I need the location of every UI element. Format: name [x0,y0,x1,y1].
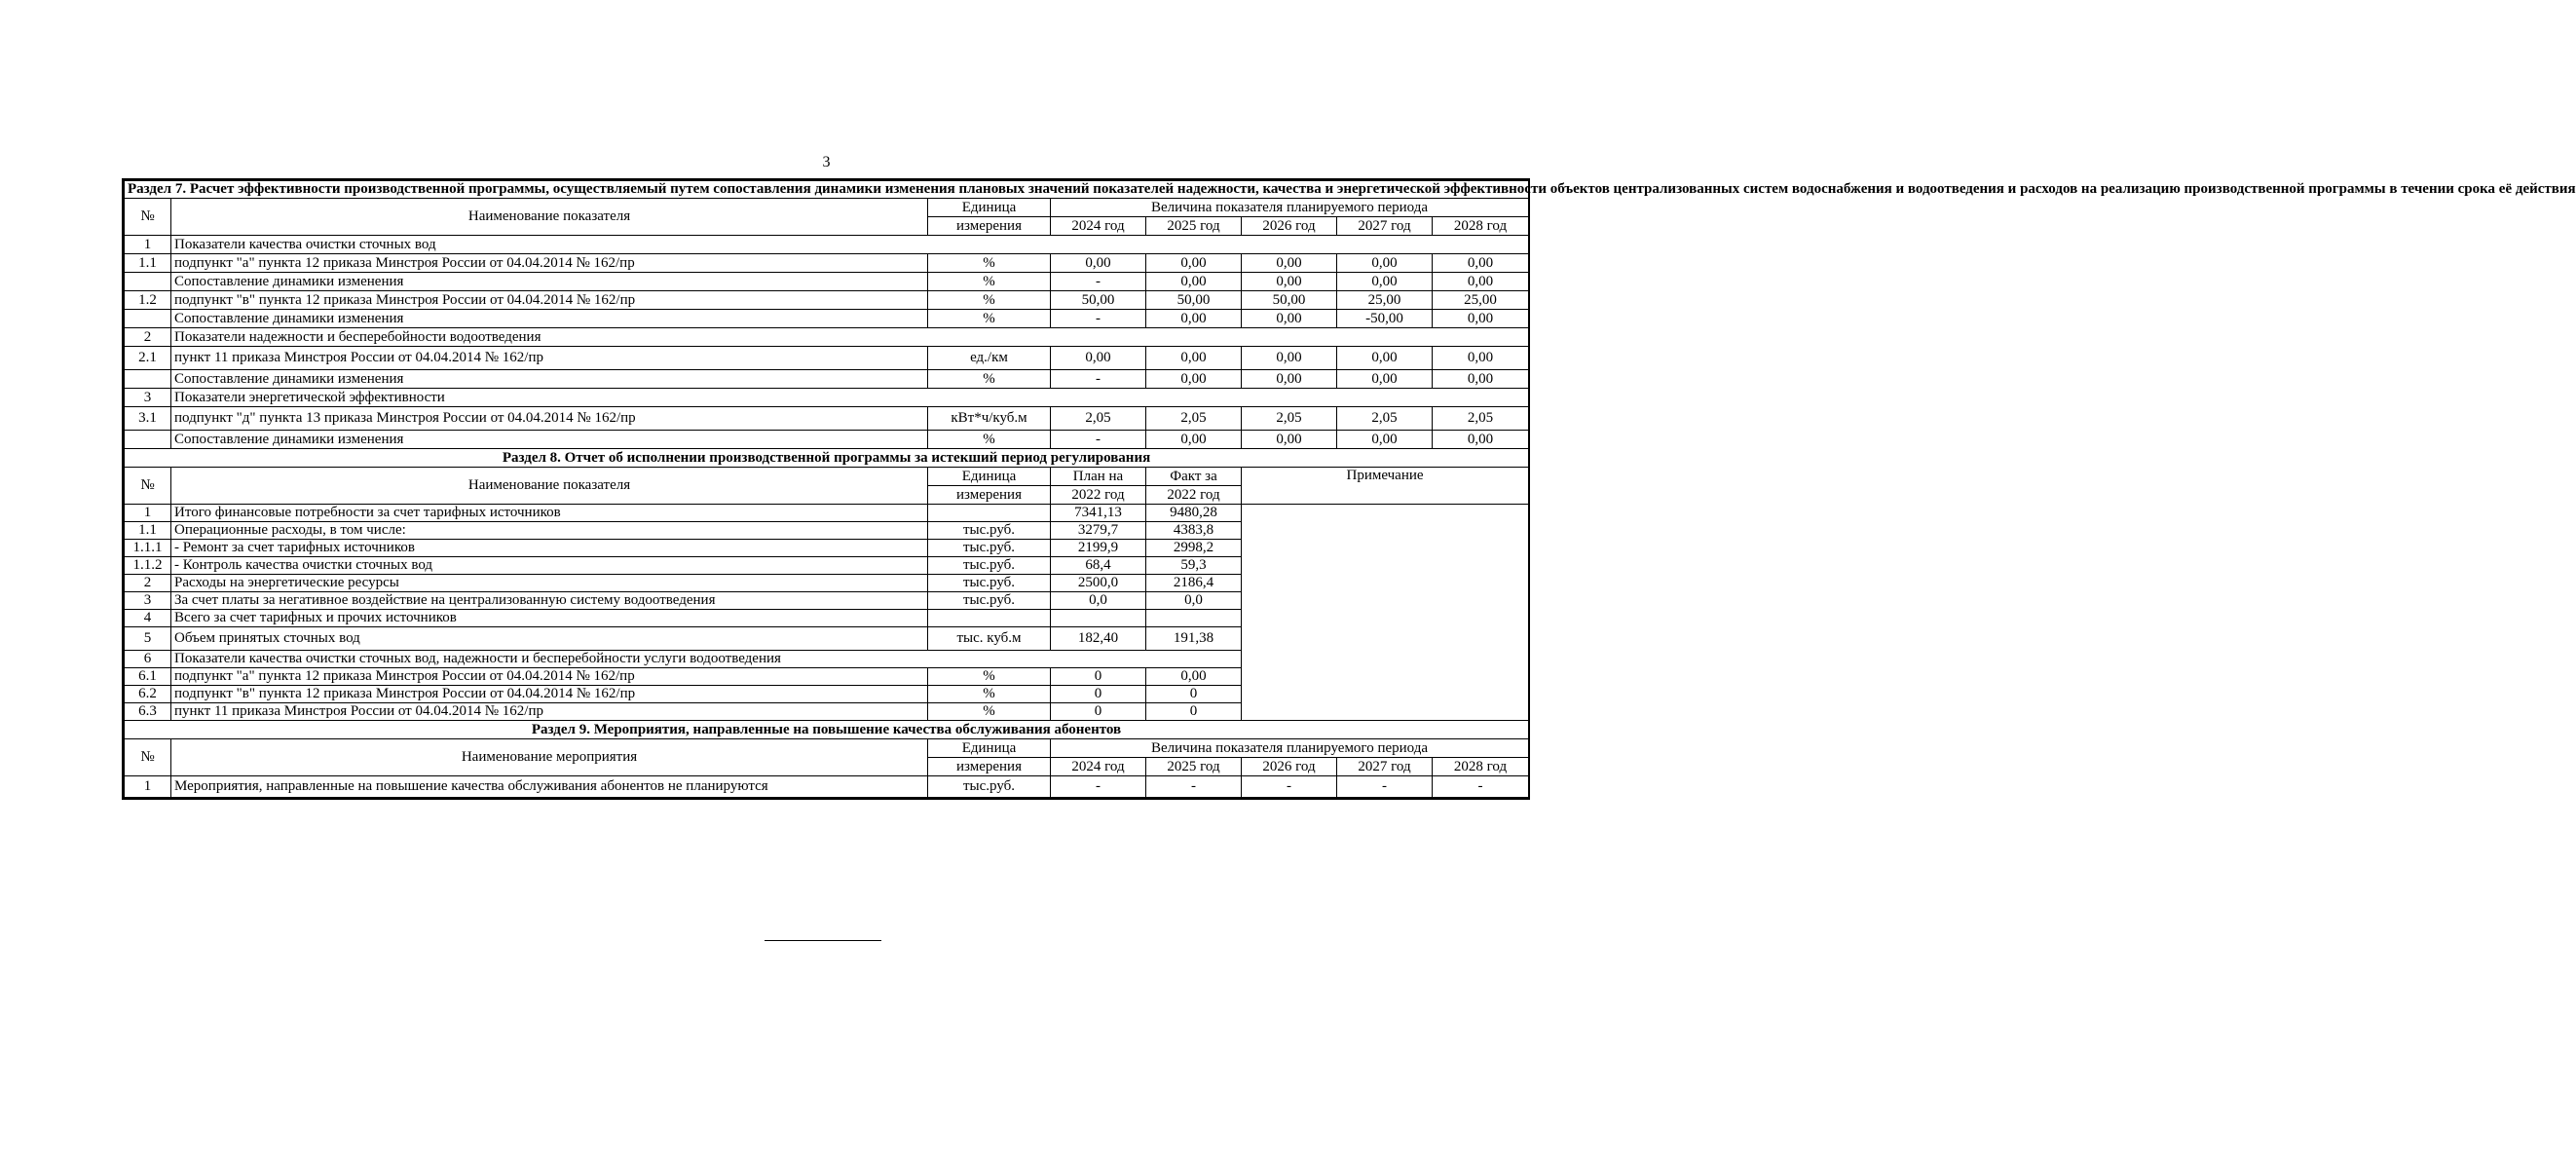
value-cell: 0,00 [1242,273,1337,291]
row-number [125,370,171,389]
year-header: 2028 год [1433,758,1529,776]
indicator-name: пункт 11 приказа Минстроя России от 04.04.2014 № 162/пр [171,703,928,721]
value-cell: 2,05 [1337,407,1433,431]
year-header: 2025 год [1146,758,1242,776]
fact-value: 4383,8 [1146,522,1242,540]
value-cell: 2,05 [1242,407,1337,431]
plan-value: 0 [1051,686,1146,703]
indicator-name: Объем принятых сточных вод [171,627,928,651]
value-cell: 0,00 [1242,431,1337,449]
value-cell: 0,00 [1242,370,1337,389]
unit-cell: кВт*ч/куб.м [928,407,1051,431]
row-number [125,273,171,291]
indicator-name: пункт 11 приказа Минстроя России от 04.04.2014 № 162/пр [171,347,928,370]
period-header: Величина показателя планируемого периода [1051,739,1529,758]
plan-year: 2022 год [1051,486,1146,505]
value-cell: 50,00 [1146,291,1242,310]
value-cell: 2,05 [1433,407,1529,431]
row-number [125,310,171,328]
value-cell: 50,00 [1242,291,1337,310]
section7-title: Раздел 7. Расчет эффективности производственной программы, осуществляемый путем сопоставления динамики изменения плановых значений показателей надежности, качества и энергетической эффективности объектов централизованных систем водоснабжения и водоотведения и расходов на реализацию производственной программы в течении срока её действия [125,181,1529,199]
section8-title-row [125,449,1529,468]
value-cell: 0,00 [1433,273,1529,291]
value-cell: 0,00 [1146,310,1242,328]
document-table [122,178,2576,800]
unit-cell: % [928,273,1051,291]
value-cell: - [1337,776,1433,798]
col-unit-header-2: измерения [928,758,1051,776]
table-row [125,236,1529,254]
table-row [125,370,1529,389]
table-row [125,389,1529,407]
indicator-name: подпункт "а" пункта 12 приказа Минстроя России от 04.04.2014 № 162/пр [171,254,928,273]
unit-cell [928,610,1051,627]
year-header: 2027 год [1337,758,1433,776]
section9-header-row [125,739,1529,758]
indicator-name: - Ремонт за счет тарифных источников [171,540,928,557]
value-cell: 25,00 [1337,291,1433,310]
main-table [124,180,2576,798]
table-row [125,254,1529,273]
col-no-header: № [125,199,171,236]
section9-title: Раздел 9. Мероприятия, направленные на повышение качества обслуживания абонентов [125,721,1529,739]
col-unit-header: Единица [928,199,1051,217]
end-rule [765,940,881,941]
value-cell: 50,00 [1051,291,1146,310]
col-no-header: № [125,739,171,776]
value-cell: 0,00 [1242,347,1337,370]
value-cell: 0,00 [1051,347,1146,370]
row-number: 3 [125,389,171,407]
table-row [125,776,1529,798]
table-row [125,431,1529,449]
value-cell: 0,00 [1433,431,1529,449]
col-name-header: Наименование показателя [171,199,928,236]
value-cell: 0,00 [1146,370,1242,389]
plan-value: 3279,7 [1051,522,1146,540]
year-header: 2026 год [1242,217,1337,236]
indicator-name: За счет платы за негативное воздействие на централизованную систему водоотведения [171,592,928,610]
unit-cell: ед./км [928,347,1051,370]
value-cell: - [1146,776,1242,798]
value-cell: 0,00 [1146,347,1242,370]
value-cell: 0,00 [1433,370,1529,389]
row-number: 6.1 [125,668,171,686]
year-header: 2025 год [1146,217,1242,236]
year-header: 2028 год [1433,217,1529,236]
value-cell: - [1051,370,1146,389]
indicator-name: Сопоставление динамики изменения [171,431,928,449]
row-number: 6.3 [125,703,171,721]
value-cell: 0,00 [1242,254,1337,273]
unit-cell: % [928,686,1051,703]
plan-value: 2500,0 [1051,575,1146,592]
fact-value: 2186,4 [1146,575,1242,592]
fact-value: 59,3 [1146,557,1242,575]
col-no-header: № [125,468,171,505]
indicator-name: - Контроль качества очистки сточных вод [171,557,928,575]
unit-cell: % [928,703,1051,721]
row-number: 4 [125,610,171,627]
fact-value: 9480,28 [1146,505,1242,522]
col-unit-header-2: измерения [928,486,1051,505]
value-cell: 0,00 [1433,310,1529,328]
period-header: Величина показателя планируемого периода [1051,199,1529,217]
row-number: 1 [125,505,171,522]
indicator-name: подпункт "в" пункта 12 приказа Минстроя России от 04.04.2014 № 162/пр [171,686,928,703]
value-cell: 2,05 [1146,407,1242,431]
row-number: 5 [125,627,171,651]
indicator-name: Операционные расходы, в том числе: [171,522,928,540]
value-cell: 0,00 [1337,254,1433,273]
fact-year: 2022 год [1146,486,1242,505]
indicator-name: Сопоставление динамики изменения [171,370,928,389]
indicator-name: Расходы на энергетические ресурсы [171,575,928,592]
unit-cell: % [928,310,1051,328]
unit-cell: % [928,668,1051,686]
group-title: Показатели качества очистки сточных вод, надежности и бесперебойности услуги водоотведения [171,651,1242,668]
table-row [125,328,1529,347]
value-cell: - [1242,776,1337,798]
plan-value [1051,610,1146,627]
fact-value: 0 [1146,703,1242,721]
year-header: 2024 год [1051,758,1146,776]
row-number: 3.1 [125,407,171,431]
fact-value [1146,610,1242,627]
table-row [125,505,1529,522]
unit-cell: % [928,291,1051,310]
row-number: 1.2 [125,291,171,310]
row-number: 1.1.2 [125,557,171,575]
plan-value: 0 [1051,703,1146,721]
unit-cell [928,505,1051,522]
unit-cell: тыс.руб. [928,575,1051,592]
row-number: 1.1 [125,254,171,273]
indicator-name: Всего за счет тарифных и прочих источников [171,610,928,627]
row-number: 6.2 [125,686,171,703]
unit-cell: % [928,370,1051,389]
value-cell: 0,00 [1051,254,1146,273]
fact-value: 2998,2 [1146,540,1242,557]
value-cell: 0,00 [1337,370,1433,389]
plan-value: 68,4 [1051,557,1146,575]
group-title: Показатели энергетической эффективности [171,389,1529,407]
row-number: 3 [125,592,171,610]
indicator-name: подпункт "а" пункта 12 приказа Минстроя России от 04.04.2014 № 162/пр [171,668,928,686]
year-header: 2024 год [1051,217,1146,236]
col-unit-header: Единица [928,739,1051,758]
value-cell: 0,00 [1146,273,1242,291]
row-number: 2 [125,575,171,592]
fact-value: 0,0 [1146,592,1242,610]
value-cell: 0,00 [1337,273,1433,291]
value-cell: 0,00 [1242,310,1337,328]
fact-header: Факт за [1146,468,1242,486]
table-row [125,273,1529,291]
col-name-header: Наименование мероприятия [171,739,928,776]
value-cell: - [1051,431,1146,449]
row-number: 1.1.1 [125,540,171,557]
plan-header: План на [1051,468,1146,486]
plan-value: 0 [1051,668,1146,686]
section8-header-row [125,468,1529,486]
fact-value: 191,38 [1146,627,1242,651]
unit-cell: тыс.руб. [928,776,1051,798]
value-cell: 2,05 [1051,407,1146,431]
unit-cell: тыс.руб. [928,522,1051,540]
value-cell: - [1051,310,1146,328]
fact-value: 0,00 [1146,668,1242,686]
col-unit-header-2: измерения [928,217,1051,236]
value-cell: 0,00 [1337,431,1433,449]
year-header: 2027 год [1337,217,1433,236]
indicator-name: Сопоставление динамики изменения [171,273,928,291]
year-header: 2026 год [1242,758,1337,776]
table-row [125,347,1529,370]
measure-name: Мероприятия, направленные на повышение качества обслуживания абонентов не планируются [171,776,928,798]
plan-value: 182,40 [1051,627,1146,651]
plan-value: 2199,9 [1051,540,1146,557]
page-number: 3 [822,154,831,170]
plan-value: 0,0 [1051,592,1146,610]
value-cell: 0,00 [1337,347,1433,370]
plan-value: 7341,13 [1051,505,1146,522]
indicator-name: Сопоставление динамики изменения [171,310,928,328]
unit-cell: % [928,254,1051,273]
row-number: 1 [125,776,171,798]
value-cell: 0,00 [1433,254,1529,273]
indicator-name: подпункт "в" пункта 12 приказа Минстроя России от 04.04.2014 № 162/пр [171,291,928,310]
group-title: Показатели надежности и бесперебойности водоотведения [171,328,1529,347]
value-cell: - [1051,776,1146,798]
indicator-name: Итого финансовые потребности за счет тарифных источников [171,505,928,522]
note-header: Примечание [1242,468,1529,505]
unit-cell: % [928,431,1051,449]
table-row [125,407,1529,431]
col-name-header: Наименование показателя [171,468,928,505]
fact-value: 0 [1146,686,1242,703]
table-row [125,291,1529,310]
value-cell: 0,00 [1433,347,1529,370]
unit-cell: тыс.руб. [928,557,1051,575]
unit-cell: тыс.руб. [928,592,1051,610]
unit-cell: тыс.руб. [928,540,1051,557]
col-unit-header: Единица [928,468,1051,486]
section7-header-row [125,199,1529,217]
section8-title: Раздел 8. Отчет об исполнении производственной программы за истекший период регулирования [125,449,1529,468]
section9-title-row [125,721,1529,739]
row-number: 2 [125,328,171,347]
row-number: 1 [125,236,171,254]
value-cell: - [1433,776,1529,798]
note-cell [1242,505,1529,721]
row-number: 1.1 [125,522,171,540]
unit-cell: тыс. куб.м [928,627,1051,651]
group-title: Показатели качества очистки сточных вод [171,236,1529,254]
table-row [125,310,1529,328]
row-number: 2.1 [125,347,171,370]
value-cell: 0,00 [1146,254,1242,273]
value-cell: -50,00 [1337,310,1433,328]
value-cell: 25,00 [1433,291,1529,310]
value-cell: 0,00 [1146,431,1242,449]
section7-title-row [125,181,1529,199]
value-cell: - [1051,273,1146,291]
row-number: 6 [125,651,171,668]
indicator-name: подпункт "д" пункта 13 приказа Минстроя России от 04.04.2014 № 162/пр [171,407,928,431]
row-number [125,431,171,449]
